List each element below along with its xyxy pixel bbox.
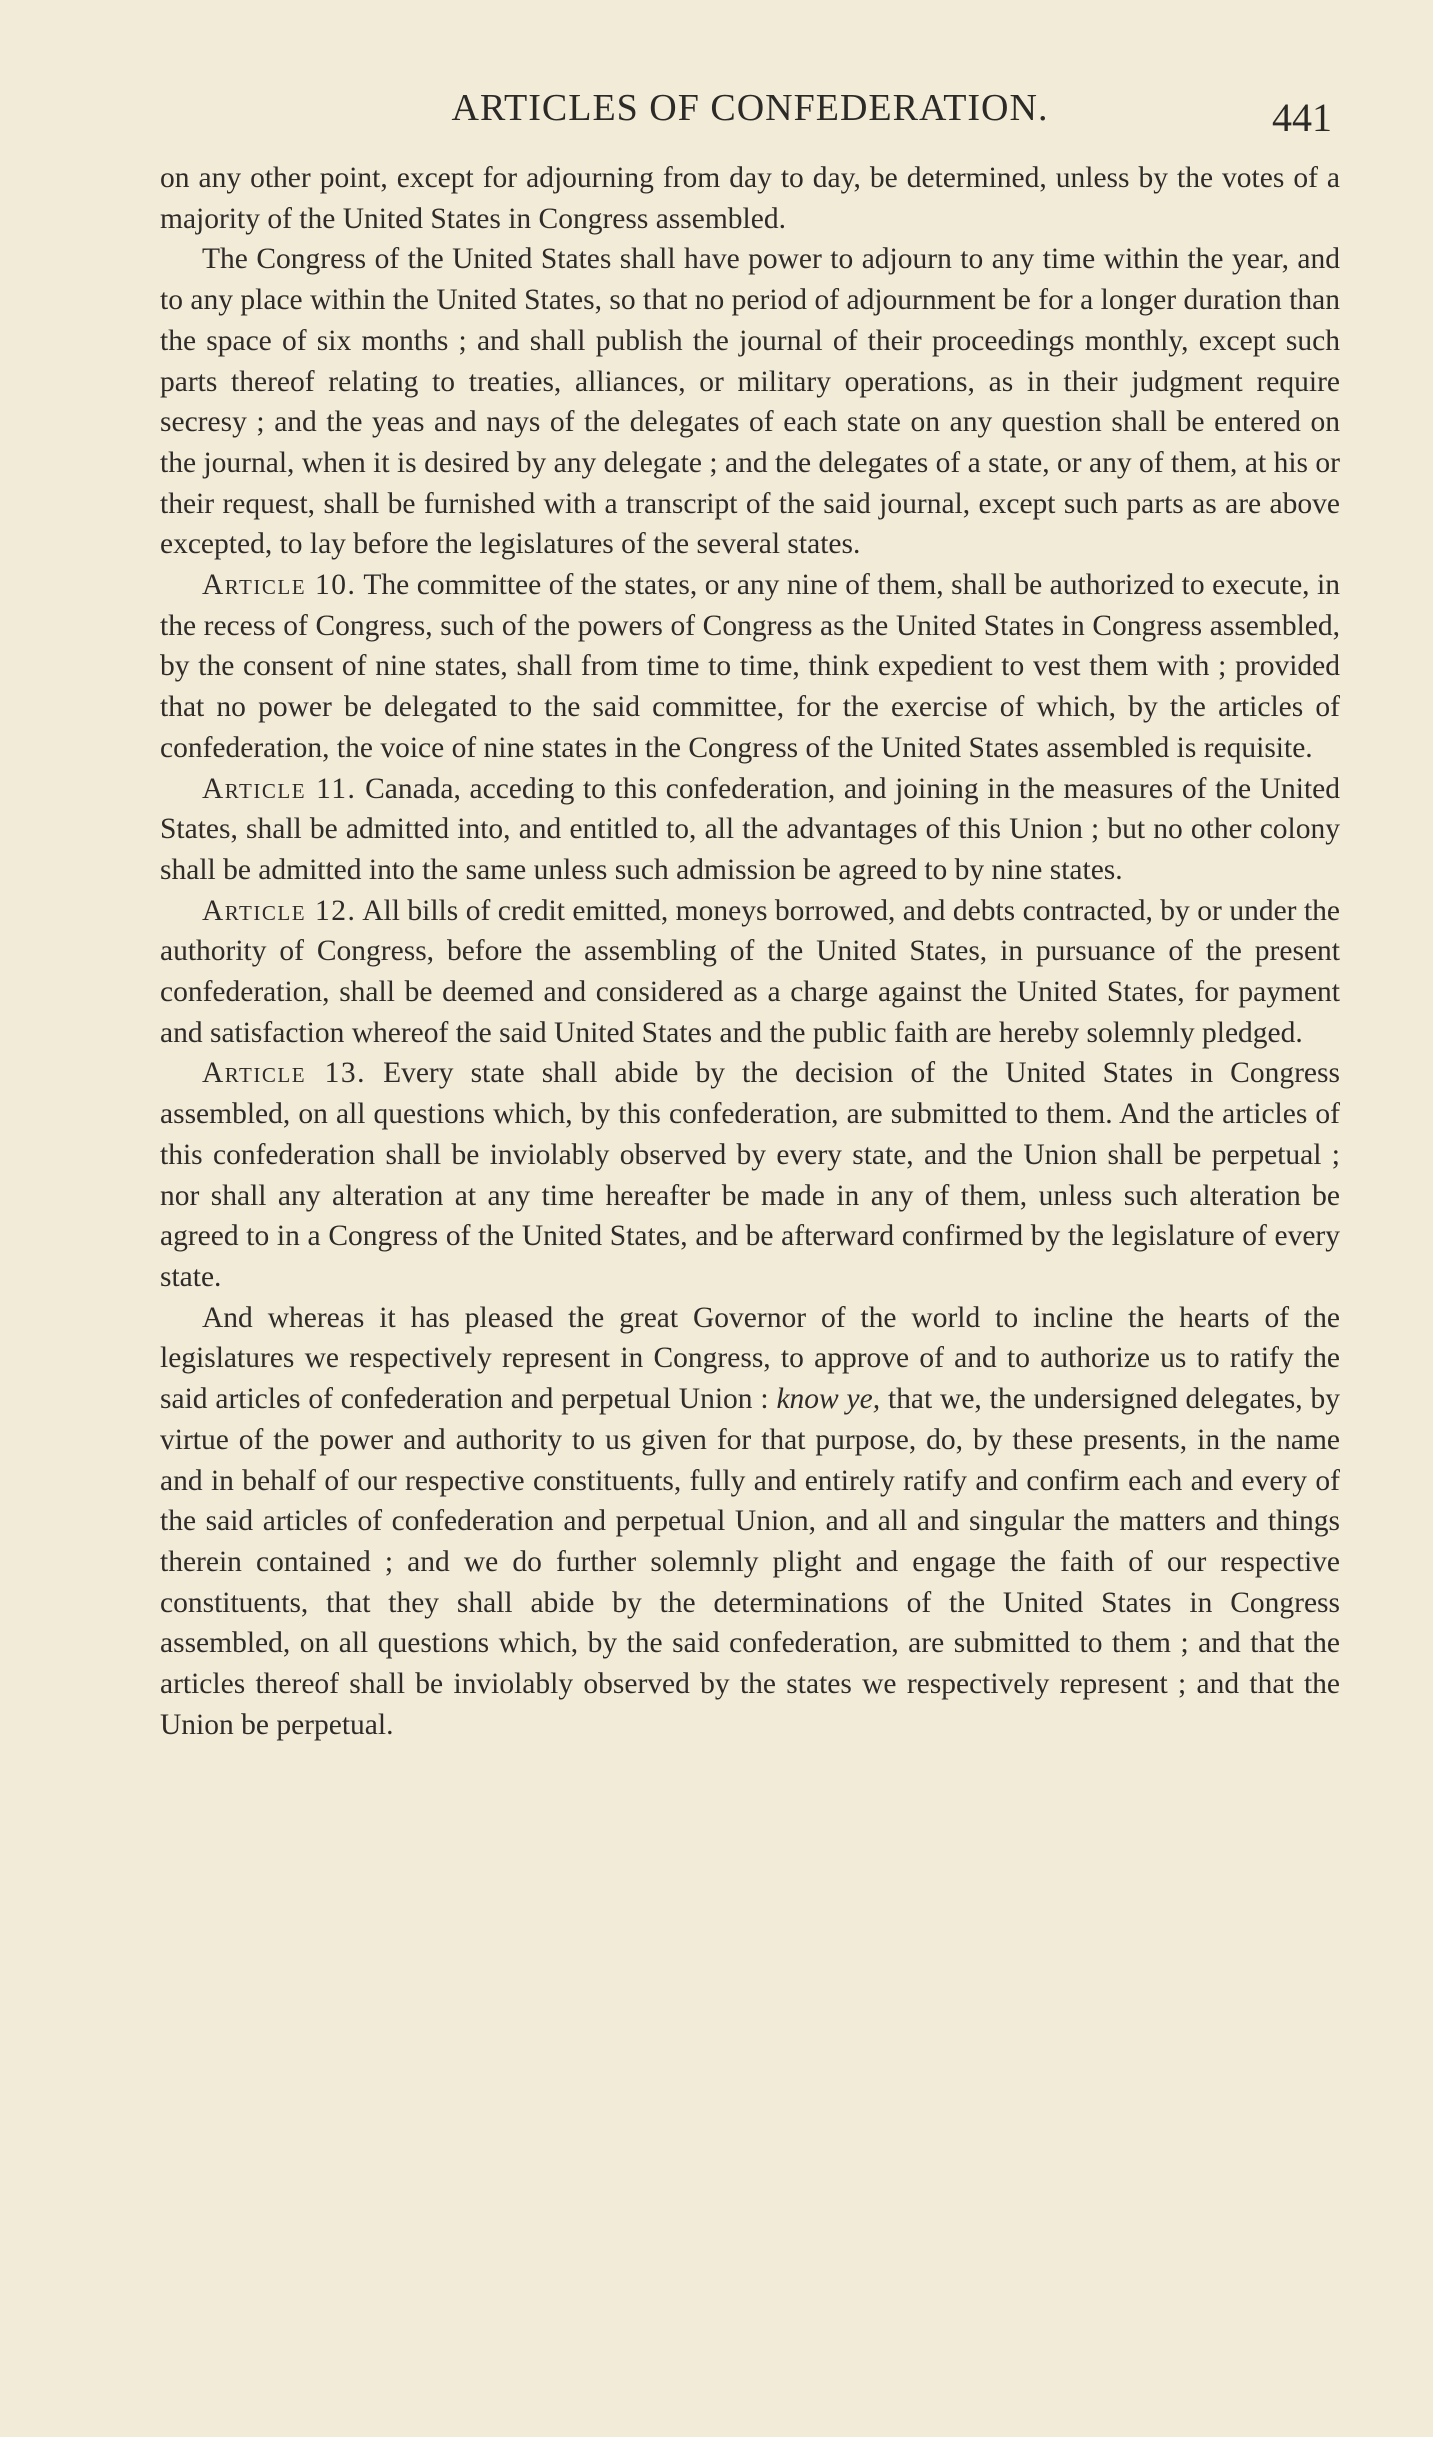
paragraph-article-13 (160, 1053, 1340, 1297)
paragraph-text: Every state shall abide by the decision of the United States in Congress assembled, on all questions which, by this confederation, are submitted to them. And the articles of this confederation shall be inviolably observed by every state, and the Union shall be perpetual ; nor shall any alteration at any time hereafter be made in any of them, unless such alteration be agreed to in a Congress of the United States, and be afterward confirmed by the legislature of every state. (160, 1057, 1340, 1293)
paragraph-article-11 (160, 769, 1340, 891)
paragraph-text: The committee of the states, or any nine of them, shall be authorized to execute, in the recess of Congress, such of the powers of Congress as the United States in Congress assembled, by the consent of nine states, shall from time to time, think expedient to vest them with ; provided that no power be delegated to the said committee, for the exercise of which, by the articles of confederation, the voice of nine states in the Congress of the United States assembled is requisite. (160, 569, 1340, 764)
paragraph-text: The Congress of the United States shall have power to adjourn to any time within the year, and to any place within the United States, so that no period of adjournment be for a longer duration than the space of six months ; and shall publish the journal of their proceedings monthly, except such parts thereof relating to treaties, alliances, or military operations, as in their judgment require secresy ; and the yeas and nays of the delegates of each state on any question shall be entered on the journal, when it is desired by any delegate ; and the delegates of a state, or any of them, at his or their request, shall be furnished with a transcript of the said journal, except such parts as are above excepted, to lay before the legislatures of the several states. (160, 243, 1340, 561)
paragraph-congress-adjournment (160, 239, 1340, 565)
article-label: Article 10. (202, 569, 357, 602)
article-label: Article 11. (202, 772, 357, 805)
page-number: 441 (1272, 95, 1332, 140)
article-label: Article 13. (202, 1057, 366, 1090)
paragraph-text: Canada, acceding to this confederation, and joining in the measures of the United States, shall be admitted into, and entitled to, all the advantages of this Union ; but no other colony shall be admitted into the same unless such admission be agreed to by nine states. (160, 772, 1341, 886)
paragraph-text: And whereas it has pleased the great Governor of the world to incline the hearts of the legislatures we respectively represent in Congress, to approve of and to authorize us to ratify the said articles of confederation and perpetual Union : (160, 1301, 1340, 1416)
paragraph-continuation (160, 158, 1340, 239)
paragraph-text: on any other point, except for adjourning from day to day, be determined, unless by the votes of a majority of the United States in Congress assembled. (160, 162, 1340, 235)
paragraph-text: that we, the undersigned delegates, by virtue of the power and authority to us given for that purpose, do, by these presents, in the name and in behalf of our respective constituents, fully and entirely ratify and confirm each and every of the said articles of confederation and perpetual Union, and all and singular the matters and things therein contained ; and we do further solemnly plight and engage the faith of our respective constituents, that they shall abide by the determinations of the United States in Congress assembled, on all questions which, by the said confederation, are submitted to them ; and that the articles thereof shall be inviolably observed by the states we respectively represent ; and that the Union be perpetual. (160, 1383, 1341, 1741)
page-header (160, 80, 1340, 140)
article-label: Article 12. (202, 894, 357, 927)
italic-phrase: know ye, (776, 1383, 881, 1416)
paragraph-article-10 (160, 565, 1340, 769)
running-head: ARTICLES OF CONFEDERATION. (451, 87, 1049, 129)
paragraph-ratification (160, 1298, 1340, 1746)
body-text (160, 158, 1340, 1745)
paragraph-text: All bills of credit emitted, moneys borrowed, and debts contracted, by or under the authority of Congress, before the assembling of the United States, in pursuance of the present confederation, shall be deemed and considered as a charge against the United States, for payment and satisfaction whereof the said United States and the public faith are hereby solemnly pledged. (160, 894, 1340, 1049)
paragraph-article-12 (160, 891, 1340, 1054)
